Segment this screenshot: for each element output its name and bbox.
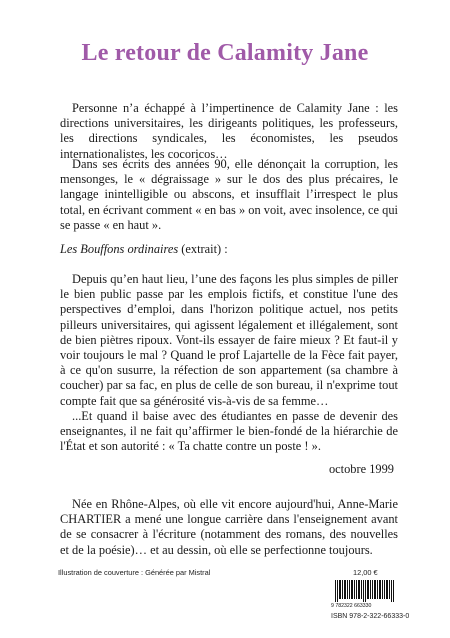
author-bio: Née en Rhône-Alpes, où elle vit encore aujourd'hui, Anne-Marie CHARTIER a mené une longue carrière dans l'enseignement avant de se consacrer à l'écriture (notamment des romans, des nouvelles et de la poésie)… et au dessin, où elle se perfectionne toujours. [60,497,398,557]
isbn-barcode [331,580,397,608]
excerpt-paragraph-1: Depuis qu’en haut lieu, l’une des façons les plus simples de piller le bien public passe par les emplois fictifs, et constitue l'une des perspectives d’emploi, dans l'horizon politique actuel, nos petits pilleurs universitaires, qui agissent légalement et illégalement, sont de bien piètres ripoux. Vont-ils essayer de faire mieux ? Et faut-il y voir toujours le mal ? Quand le prof Lajartelle de la Fèce fait payer, à ce qu'on susurre, la réfection de son appartement (sa chambre à coucher) par sa fac, en plus de celle de son bureau, il n'exprime tout compte fait que sa générosité vis-à-vis de sa femme… [60,272,398,408]
excerpt-source-suffix: (extrait) : [178,242,228,256]
price-label: 12,00 € [353,568,378,577]
excerpt-source-title: Les Bouffons ordinaires [60,242,179,256]
excerpt-source [60,242,228,257]
isbn-label: ISBN 978-2-322-66333-0 [331,613,410,620]
intro-paragraph-2: Dans ses écrits des années 90, elle dénonçait la corruption, les mensonges, le « dégraissage » sur le dos des plus précaires, le langage inintelligible ou abscons, et insufflait l’irrespect le plus total, en écrivant comment « en bas » on voit, avec insolence, ce qui se passe « en haut ». [60,157,398,232]
barcode-digits: 9 782322 663330 [331,603,372,608]
intro-paragraph-1: Personne n’a échappé à l’impertinence de Calamity Jane : les directions universitaires, les dirigeants politiques, les professeurs, les directions syndicales, les économistes, les pseudos internationalistes, les cocoricos… [60,101,398,161]
excerpt-date: octobre 1999 [328,462,394,476]
book-title: Le retour de Calamity Jane [81,40,369,66]
excerpt-paragraph-2: ...Et quand il baise avec des étudiantes en passe de devenir des enseignantes, il ne fait qu’affirmer le bien-fondé de la hiérarchie de l'État et son autorité : « Ta chatte contre un poste ! ». [60,409,398,454]
cover-credit: Illustration de couverture : Générée par Mistral [58,568,211,577]
